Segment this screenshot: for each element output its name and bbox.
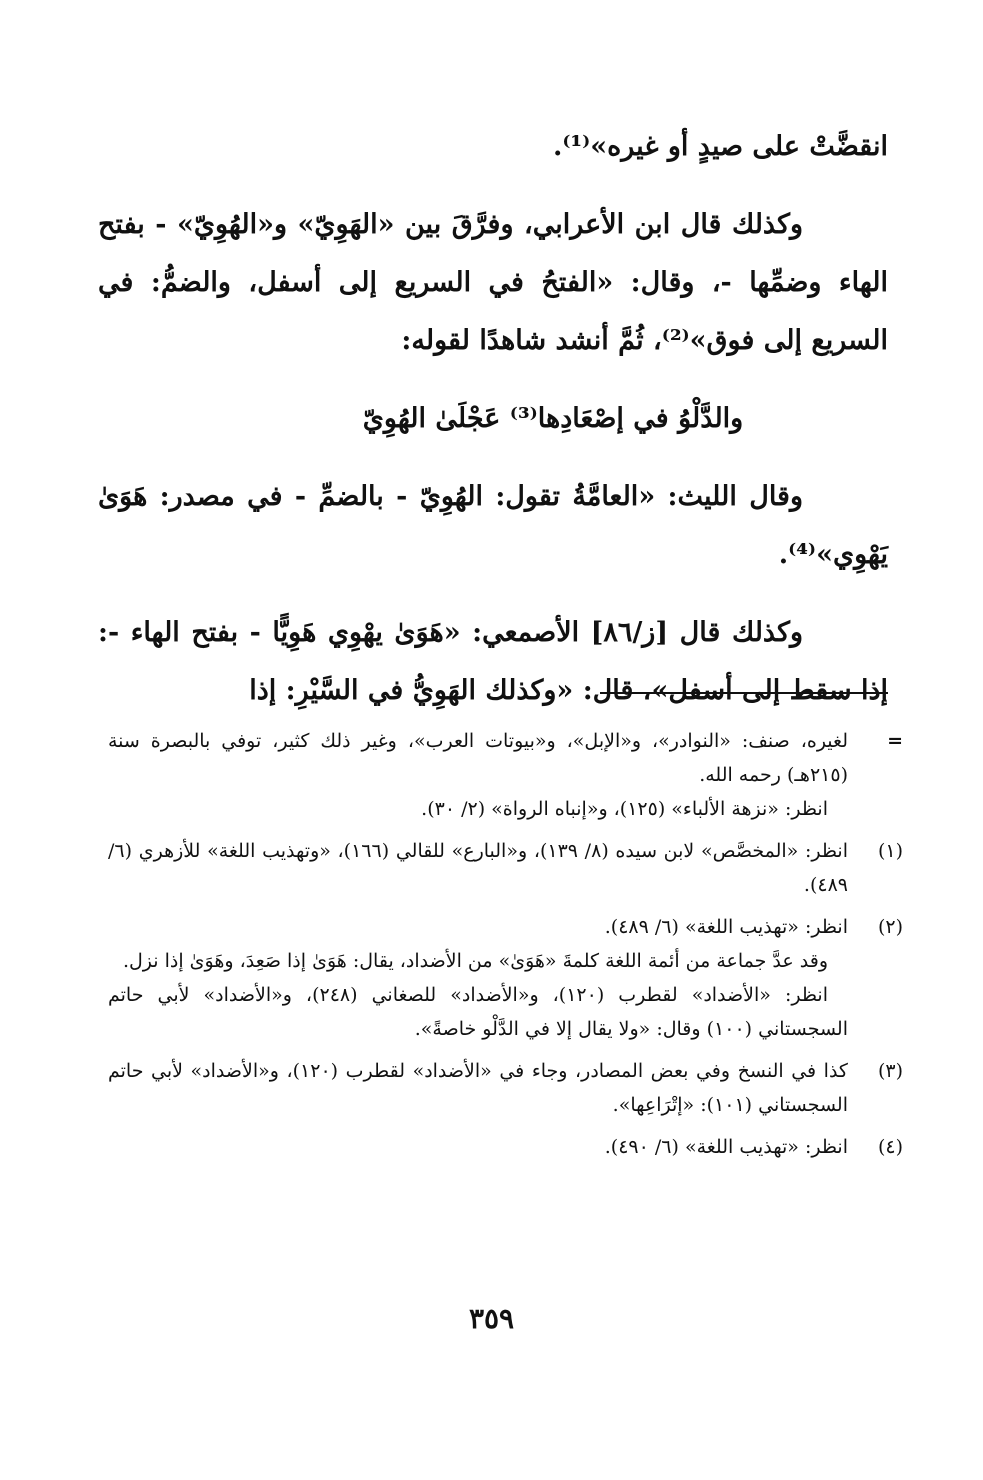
footnote-text: كذا في النسخ وفي بعض المصادر، وجاء في «الأضداد» لقطرب (١٢٠)، و«الأضداد» لأبي حاتم السجستاني (١٠١): «إتْرَاعِها».: [108, 1060, 848, 1116]
paragraph-al-asmai: وكذلك قال [ز/٨٦] الأصمعي: «هَوَىٰ يهْوِي هَوِيًّا - بفتح الهاء -: إذا سقط إلى أسفل»، قال: «وكذلك الهَوِيُّ في السَّيْرِ: إذا: [98, 617, 888, 706]
footnote-subparagraph: انظر: «الأضداد» لقطرب (١٢٠)، و«الأضداد» للصغاني (٢٤٨)، و«الأضداد» لأبي حاتم السجستاني (١٠٠) وقال: «ولا يقال إلا في الدَّلْو خاصةً».: [108, 984, 848, 1040]
page-number: ٣٥٩: [468, 1302, 515, 1335]
footnote-number: (٢): [877, 916, 903, 938]
paragraph-ibn-al-arabi: وكذلك قال ابن الأعرابي، وفرَّقَ بين «الهَوِيّ» و«الهُوِيّ» - بفتح الهاء وضمِّها -، وقال: «الفتحُ في السريع إلى أسفل، والضمُّ: في السريع إلى فوق»⁽²⁾، ثُمَّ أنشد شاهدًا لقوله:: [98, 209, 888, 356]
footnotes: [108, 724, 903, 1172]
footnote-subparagraph: وقد عدَّ جماعة من أئمة اللغة كلمةَ «هَوَىٰ» من الأضداد، يقال: هَوَىٰ إذا صَعِدَ، وهَوَىٰ إذا نزل.: [122, 950, 828, 972]
footnote-continuation: [108, 724, 903, 826]
main-text: [98, 118, 888, 740]
footnote-3: [108, 1054, 903, 1122]
continuation-line: انقضَّتْ على صيدٍ أو غيره»⁽¹⁾.: [552, 131, 888, 162]
footnote-number: (١): [877, 840, 903, 862]
footnote-reference: انظر: «نزهة الألباء» (١٢٥)، و«إنباه الرواة» (٢/ ٣٠).: [421, 798, 828, 820]
footnote-number: (٤): [877, 1136, 903, 1158]
poetry-verse: والدَّلْوُ في إصْعَادِها⁽³⁾ عَجْلَىٰ الهُوِيّ: [362, 403, 744, 434]
footnote-text: انظر: «المخصَّص» لابن سيده (٨/ ١٣٩)، و«البارع» للقالي (١٦٦)، «وتهذيب اللغة» للأزهري (٦/ ٤٨٩).: [108, 840, 848, 896]
paragraph-al-layth: وقال الليث: «العامَّةُ تقول: الهُوِيّ - بالضمِّ - في مصدر: هَوَىٰ يَهْوِي»⁽⁴⁾.: [98, 481, 888, 570]
footnote-text: لغيره، صنف: «النوادر»، و«الإبل»، و«بيوتات العرب»، وغير ذلك كثير، توفي بالبصرة سنة (٢١٥هـ) رحمه الله.: [108, 730, 848, 786]
footnote-2: [108, 910, 903, 1046]
footnote-1: [108, 834, 903, 902]
continuation-marker: =: [887, 730, 903, 752]
footnote-text: انظر: «تهذيب اللغة» (٦/ ٤٨٩).: [604, 916, 848, 938]
footnote-4: [108, 1130, 903, 1164]
footnote-number: (٣): [877, 1060, 903, 1082]
footnote-text: انظر: «تهذيب اللغة» (٦/ ٤٩٠).: [604, 1136, 848, 1158]
footnote-separator: [600, 692, 888, 694]
